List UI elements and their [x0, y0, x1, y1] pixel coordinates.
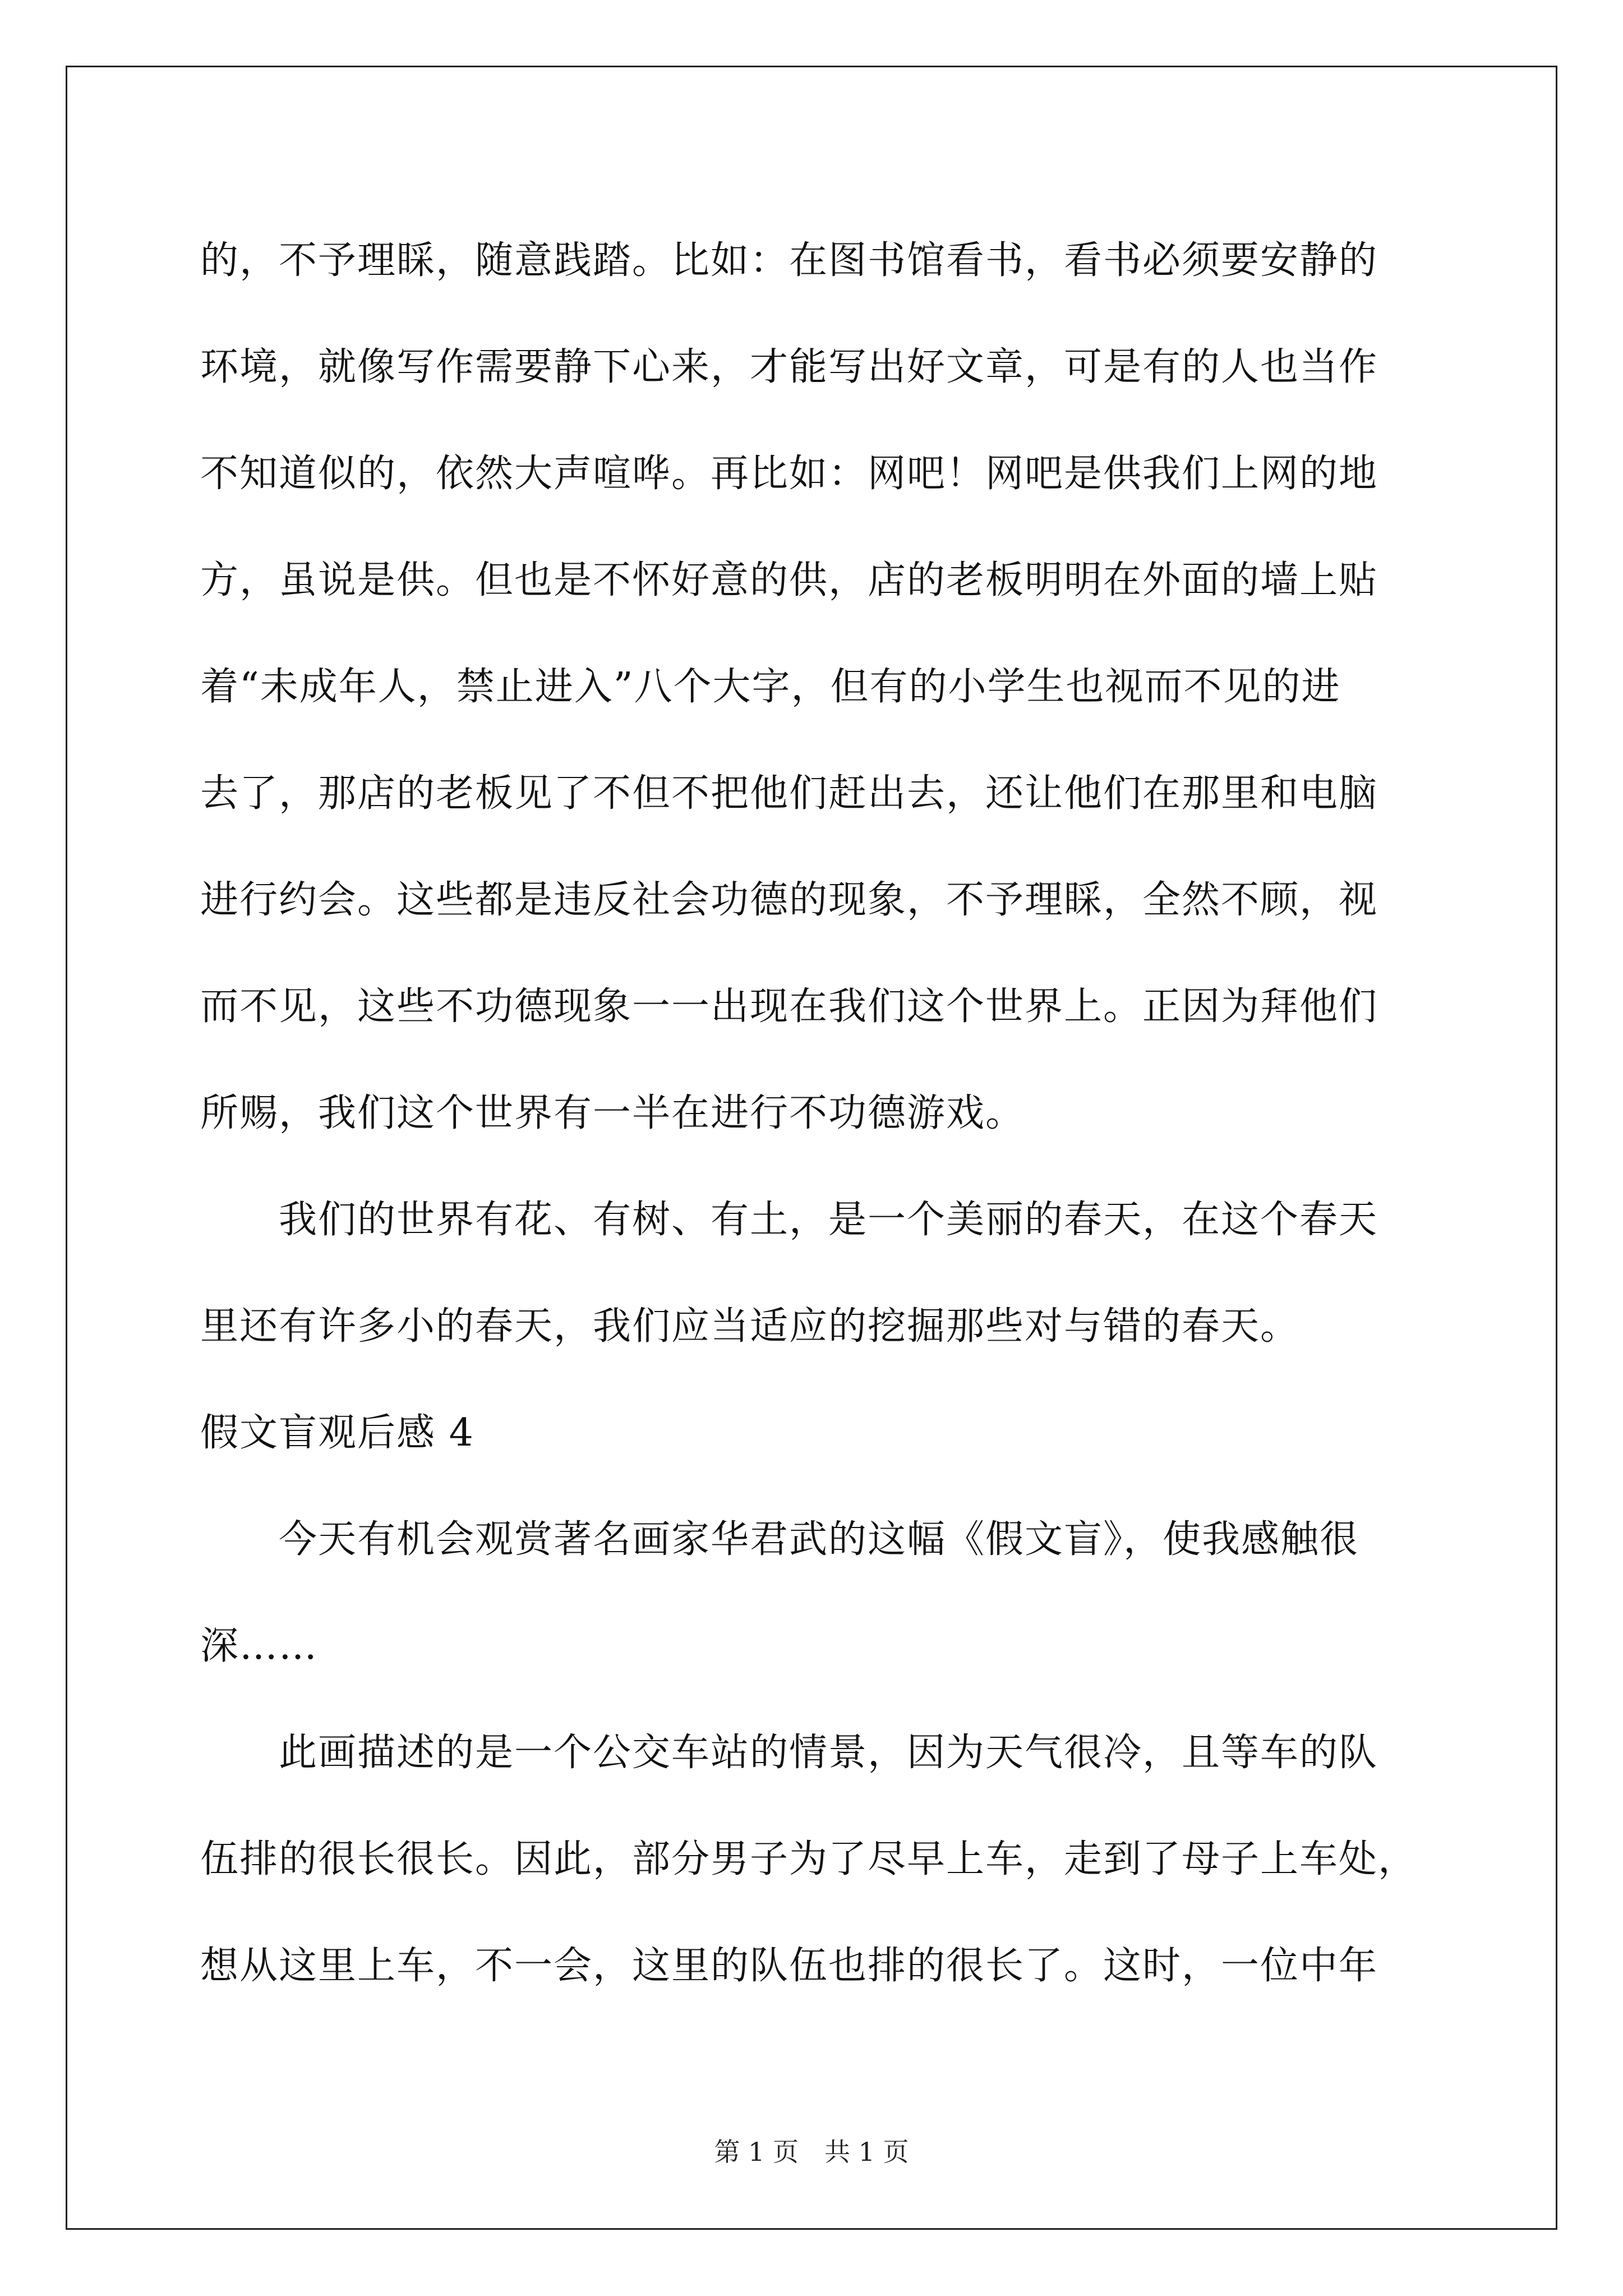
page-footer: 第 1 页 共 1 页: [714, 2137, 909, 2167]
text-line: 里还有许多小的春天，我们应当适应的挖掘那些对与错的春天。: [200, 1304, 1300, 1349]
text-line: 不知道似的，依然大声喧哗。再比如：网吧！网吧是供我们上网的地: [200, 452, 1378, 496]
paragraph-start-line: 我们的世界有花、有树、有土，是一个美丽的春天，在这个春天: [279, 1198, 1378, 1242]
text-line: 深……: [200, 1624, 319, 1668]
text-line: 去了，那店的老板见了不但不把他们赶出去，还让他们在那里和电脑: [200, 771, 1378, 816]
text-line: 伍排的很长很长。因此，部分男子为了尽早上车，走到了母子上车处，: [200, 1837, 1418, 1881]
text-line: 方，虽说是供。但也是不怀好意的供，店的老板明明在外面的墙上贴: [200, 558, 1378, 602]
paragraph-start-line: 今天有机会观赏著名画家华君武的这幅《假文盲》，使我感触很: [279, 1517, 1359, 1562]
text-line: 环境，就像写作需要静下心来，才能写出好文章，可是有的人也当作: [200, 345, 1378, 389]
text-line: 着“未成年人，禁止进入”八个大字，但有的小学生也视而不见的进: [200, 665, 1341, 709]
text-line: 而不见，这些不功德现象一一出现在我们这个世界上。正因为拜他们: [200, 984, 1378, 1029]
section-heading: 假文盲观后感 4: [200, 1411, 474, 1455]
text-line: 的，不予理睬，随意践踏。比如：在图书馆看书，看书必须要安静的: [200, 238, 1378, 283]
text-line: 进行约会。这些都是违反社会功德的现象，不予理睬，全然不顾，视: [200, 878, 1378, 922]
document-body: [200, 208, 1423, 2019]
paragraph-start-line: 此画描述的是一个公交车站的情景，因为天气很冷，且等车的队: [279, 1731, 1378, 1775]
text-line: 想从这里上车，不一会，这里的队伍也排的很长了。这时，一位中年: [200, 1944, 1378, 1988]
text-line: 所赐，我们这个世界有一半在进行不功德游戏。: [200, 1091, 1025, 1135]
